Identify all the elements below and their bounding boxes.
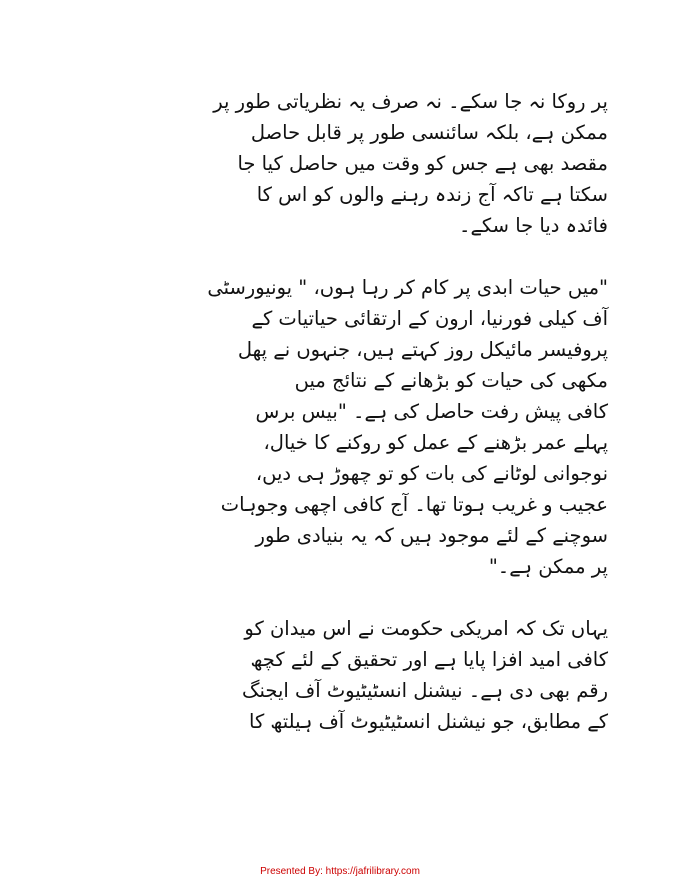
paragraph-2 [96, 272, 608, 582]
text-line: مقصد بھی ہے جس کو وقت میں حاصل کیا جا [237, 152, 608, 175]
footer-credit: Presented By: https://jafrilibrary.com [260, 866, 420, 877]
paragraph-1 [96, 86, 608, 241]
text-line: عجیب و غریب ہوتا تھا۔ آج کافی اچھی وجوہات [220, 493, 608, 516]
text-line: فائدہ دیا جا سکے۔ [459, 214, 608, 237]
text-line: کافی امید افزا پایا ہے اور تحقیق کے لئے کچھ [250, 648, 608, 671]
paragraph-gap [96, 582, 608, 613]
paragraph-gap [96, 241, 608, 272]
text-line: رقم بھی دی ہے۔ نیشنل انسٹیٹیوٹ آف ایجنگ [242, 679, 608, 702]
text-line: پر روکا نہ جا سکے۔ نہ صرف یہ نظریاتی طور پر [213, 90, 608, 113]
body-text [96, 86, 608, 737]
text-line: نوجوانی لوٹانے کی بات کو تو چھوڑ ہی دیں، [255, 462, 608, 485]
text-line: "میں حیات ابدی پر کام کر رہا ہوں، " یونیورسٹی [207, 276, 608, 299]
text-line: مکھی کی حیات کو بڑھانے کے نتائج میں [294, 369, 608, 392]
text-line: کے مطابق، جو نیشنل انسٹیٹیوٹ آف ہیلتھ کا [249, 710, 608, 733]
text-line: یہاں تک کہ امریکی حکومت نے اس میدان کو [244, 617, 608, 640]
text-line: ممکن ہے، بلکہ سائنسی طور پر قابل حاصل [250, 121, 608, 144]
text-line: پہلے عمر بڑھنے کے عمل کو روکنے کا خیال، [263, 431, 608, 454]
text-line: کافی پیش رفت حاصل کی ہے۔ "بیس برس [255, 400, 608, 423]
text-line: سوچنے کے لئے موجود ہیں کہ یہ بنیادی طور [255, 524, 608, 547]
paragraph-3 [96, 613, 608, 737]
text-line: آف کیلی فورنیا، ارون کے ارتقائی حیاتیات کے [251, 307, 608, 330]
text-line: پر ممکن ہے۔" [488, 555, 608, 578]
text-line: سکتا ہے تاکہ آج زندہ رہنے والوں کو اس کا [256, 183, 608, 206]
text-line: پروفیسر مائیکل روز کہتے ہیں، جنہوں نے پھل [237, 338, 608, 361]
